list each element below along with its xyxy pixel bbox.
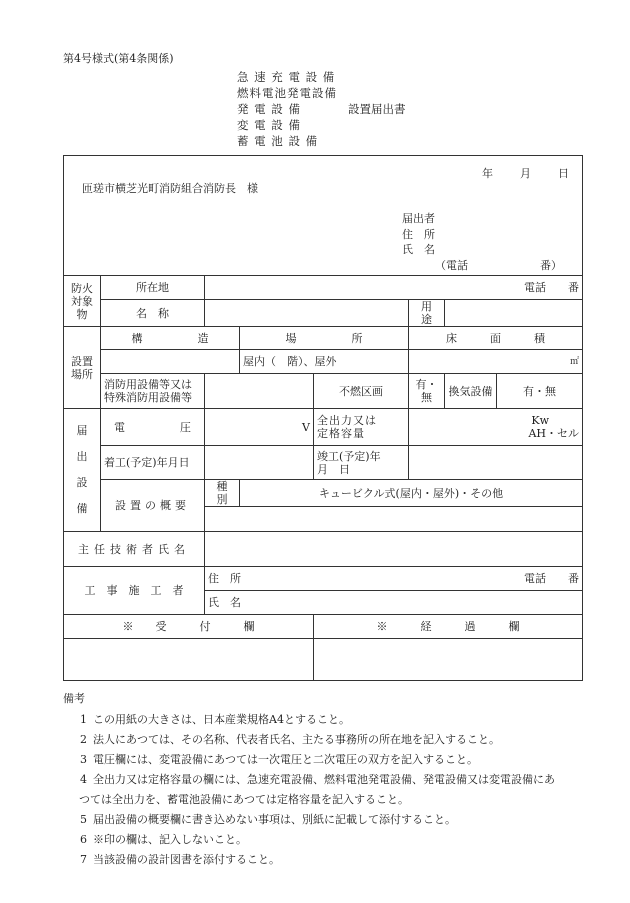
receipt-label: ※ 受 付 欄 (64, 615, 314, 639)
target-name-field[interactable] (205, 300, 409, 327)
contractor-label: 工 事 施 工 者 (64, 567, 205, 615)
floor-area-label: 床 面 積 (409, 327, 583, 350)
note-item: 1 この用紙の大きさは、日本産業規格A4とすること。 (80, 713, 350, 726)
title-line: 変 電 設 備 (237, 118, 301, 132)
use-label: 用 途 (409, 300, 445, 327)
note-item: 5 届出設備の概要欄に書き込めない事項は、別紙に記載して添付すること。 (80, 813, 456, 826)
equipment-section-label: 届出設備 (64, 409, 101, 532)
fire-equipment-label: 消防用設備等又は特殊消防用設備等 (101, 374, 205, 409)
note-item: 6 ※印の欄は、記入しないこと。 (80, 833, 247, 846)
fireproof-label: 不燃区画 (314, 374, 409, 409)
place-label: 場 所 (240, 327, 409, 350)
form-title (237, 69, 337, 149)
structure-field[interactable] (101, 350, 240, 374)
phone-close: 番） (540, 259, 562, 272)
target-section-label: 防火対象物 (64, 276, 101, 327)
address-label: 住 所 (402, 228, 435, 241)
ventilation-yesno[interactable]: 有・無 (497, 374, 583, 409)
start-date-label: 着工(予定)年月日 (101, 446, 205, 480)
title-line: 急 速 充 電 設 備 (237, 70, 336, 84)
title-line: 発 電 設 備 (237, 102, 301, 116)
notes-section (63, 692, 583, 870)
contractor-name-field[interactable] (205, 591, 583, 615)
voltage-label: 電 圧 (101, 409, 205, 446)
floor-area-field[interactable]: ㎡ (409, 350, 583, 374)
location-field[interactable] (205, 276, 583, 300)
fireproof-yesno[interactable]: 有・無 (409, 374, 445, 409)
location-phone: 電話 番 (524, 281, 579, 294)
contractor-phone: 電話 番 (524, 572, 579, 585)
site-section-label: 設置場所 (64, 327, 101, 409)
output-label: 全出力又は定格容量 (314, 409, 409, 446)
indoor-outdoor-field[interactable]: 屋内（ 階）、屋外 (240, 350, 409, 374)
receipt-field[interactable] (64, 639, 314, 681)
phone-open: （電話 (435, 259, 468, 272)
end-date-field[interactable] (409, 446, 583, 480)
use-field[interactable] (445, 300, 583, 327)
location-label: 所在地 (101, 276, 205, 300)
notes-title: 備考 (63, 692, 85, 705)
output-field[interactable] (409, 409, 583, 446)
kw-unit: Kw (531, 414, 549, 427)
note-item-continuation: つては全出力を、蓄電池設備にあつては定格容量を記入すること。 (79, 793, 409, 806)
ventilation-label: 換気設備 (445, 374, 497, 409)
contractor-address-field[interactable] (205, 567, 583, 591)
form-number: 第4号様式(第4条関係) (63, 52, 174, 65)
addressee: 匝瑳市横芝光町消防組合消防長 様 (82, 182, 258, 195)
overview-field[interactable] (205, 507, 583, 532)
header-block (64, 156, 583, 276)
title-suffix: 設置届出書 (348, 102, 406, 116)
structure-label: 構 造 (101, 327, 240, 350)
chief-engineer-label: 主任技術者氏名 (64, 532, 205, 567)
voltage-field[interactable]: V (205, 409, 314, 446)
target-name-label: 名 称 (101, 300, 205, 327)
progress-field[interactable] (314, 639, 583, 681)
end-date-label: 竣工(予定)年 月 日 (314, 446, 409, 480)
type-label: 種 別 (205, 480, 240, 507)
note-item: 4 全出力又は定格容量の欄には、急速充電設備、燃料電池発電設備、発電設備又は変電設備にあ (80, 773, 555, 786)
contractor-name-label: 氏 名 (208, 596, 241, 609)
start-date-field[interactable] (205, 446, 314, 480)
note-item: 7 当該設備の設計図書を添付すること。 (80, 853, 280, 866)
note-item: 3 電圧欄には、変電設備にあつては一次電圧と二次電圧の双方を記入すること。 (80, 753, 478, 766)
title-line: 燃料電池発電設備 (237, 86, 337, 100)
contractor-address-label: 住 所 (208, 572, 241, 585)
type-value[interactable]: キュービクル式(屋内・屋外)・その他 (240, 480, 583, 507)
overview-label: 設置の概要 (101, 480, 205, 532)
date-year: 年 (482, 167, 493, 180)
applicant-label: 届出者 (402, 212, 435, 225)
note-item: 2 法人にあつては、その名称、代表者氏名、主たる事務所の所在地を記入すること。 (80, 733, 500, 746)
chief-engineer-field[interactable] (205, 532, 583, 567)
application-form-table (63, 155, 583, 681)
fire-equipment-field[interactable] (205, 374, 314, 409)
date-month: 月 (520, 167, 531, 180)
progress-label: ※ 経 過 欄 (314, 615, 583, 639)
date-day: 日 (558, 167, 569, 180)
name-label: 氏 名 (402, 243, 435, 256)
title-line: 蓄 電 池 設 備 (237, 134, 319, 148)
ah-unit: AH・セル (528, 427, 579, 440)
